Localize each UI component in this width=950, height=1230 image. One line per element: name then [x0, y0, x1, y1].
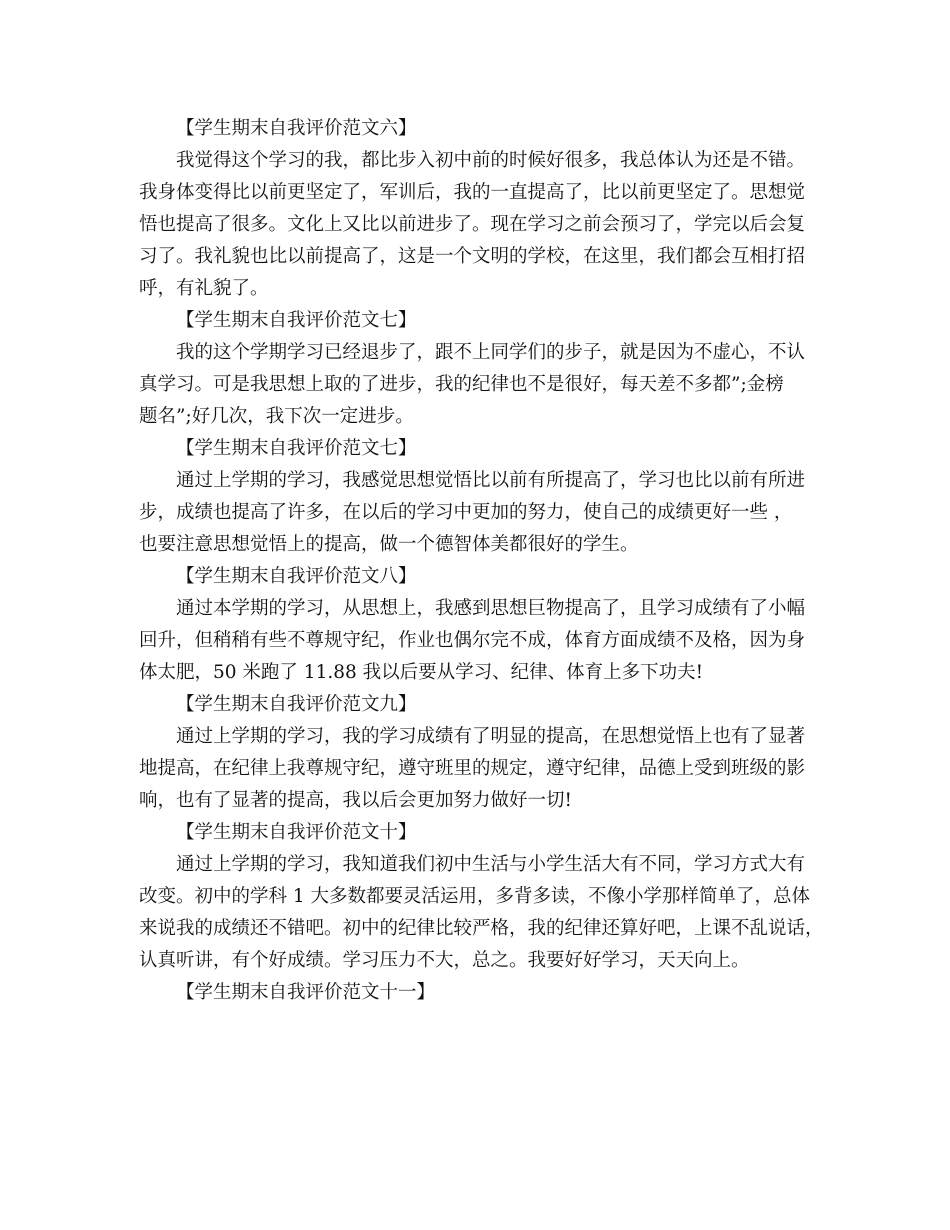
text-line: 改变。初中的学科 1 大多数都要灵活运用，多背多读，不像小学那样简单了，总体: [139, 886, 811, 907]
text-line: 通过上学期的学习，我知道我们初中生活与小学生活大有不同，学习方式大有: [176, 854, 806, 875]
text-line: 响，也有了显著的提高，我以后会更加努力做好一切!: [139, 790, 572, 811]
section: [139, 433, 819, 561]
section: [139, 817, 824, 977]
section-heading: 【学生期末自我评价范文六】: [176, 118, 417, 139]
text-line: 通过上学期的学习，我的学习成绩有了明显的提高，在思想觉悟上也有了显著: [176, 726, 806, 747]
text-line: 习了。我礼貌也比以前提高了，这是一个文明的学校，在这里，我们都会互相打招: [139, 246, 806, 267]
text-line: 地提高，在纪律上我尊规守纪，遵守班里的规定，遵守纪律，品德上受到班级的影: [139, 758, 806, 779]
text-line: 也要注意思想觉悟上的提高，做一个德智体美都很好的学生。: [139, 534, 639, 555]
text-line: 呼，有礼貌了。: [139, 278, 269, 299]
section-heading: 【学生期末自我评价范文九】: [176, 694, 417, 715]
section: [139, 977, 819, 1009]
text-line: 我身体变得比以前更坚定了，军训后，我的一直提高了，比以前更坚定了。思想觉: [139, 182, 806, 203]
text-line: 通过本学期的学习，从思想上，我感到思想巨物提高了，且学习成绩有了小幅: [176, 598, 806, 619]
paragraph: [139, 145, 819, 305]
paragraph: [139, 465, 819, 561]
section: [139, 689, 819, 817]
section-heading: 【学生期末自我评价范文八】: [176, 566, 417, 587]
text-line: 悟也提高了很多。文化上又比以前进步了。现在学习之前会预习了，学完以后会复: [139, 214, 806, 235]
text-line: 认真听讲，有个好成绩。学习压力不大，总之。我要好好学习，天天向上。: [139, 950, 750, 971]
section: [139, 113, 819, 305]
section: [139, 305, 819, 433]
section-heading: 【学生期末自我评价范文十一】: [176, 982, 436, 1003]
section-heading: 【学生期末自我评价范文十】: [176, 822, 417, 843]
paragraph: [139, 337, 819, 433]
text-line: 通过上学期的学习，我感觉思想觉悟比以前有所提高了，学习也比以前有所进: [176, 470, 806, 491]
section-heading: 【学生期末自我评价范文七】: [176, 310, 417, 331]
text-line: 回升，但稍稍有些不尊规守纪，作业也偶尔完不成，体育方面成绩不及格，因为身: [139, 630, 806, 651]
paragraph: [139, 849, 824, 977]
text-line: 题名”;好几次，我下次一定进步。: [139, 406, 414, 427]
text-line: 真学习。可是我思想上取的了进步，我的纪律也不是很好，每天差不多都”;金榜: [139, 374, 784, 395]
document-body: [139, 113, 824, 1009]
text-line: 我觉得这个学习的我，都比步入初中前的时候好很多，我总体认为还是不错。: [176, 150, 806, 171]
text-line: 来说我的成绩还不错吧。初中的纪律比较严格，我的纪律还算好吧，上课不乱说话，: [139, 918, 824, 939]
section-heading: 【学生期末自我评价范文七】: [176, 438, 417, 459]
paragraph: [139, 593, 819, 689]
text-line: 步，成绩也提高了许多，在以后的学习中更加的努力，使自己的成绩更好一些 ，: [139, 502, 793, 523]
text-line: 体太肥，50 米跑了 11.88 我以后要从学习、纪律、体育上多下功夫!: [139, 662, 704, 683]
paragraph: [139, 721, 819, 817]
section: [139, 561, 819, 689]
text-line: 我的这个学期学习已经退步了，跟不上同学们的步子，就是因为不虚心，不认: [176, 342, 806, 363]
